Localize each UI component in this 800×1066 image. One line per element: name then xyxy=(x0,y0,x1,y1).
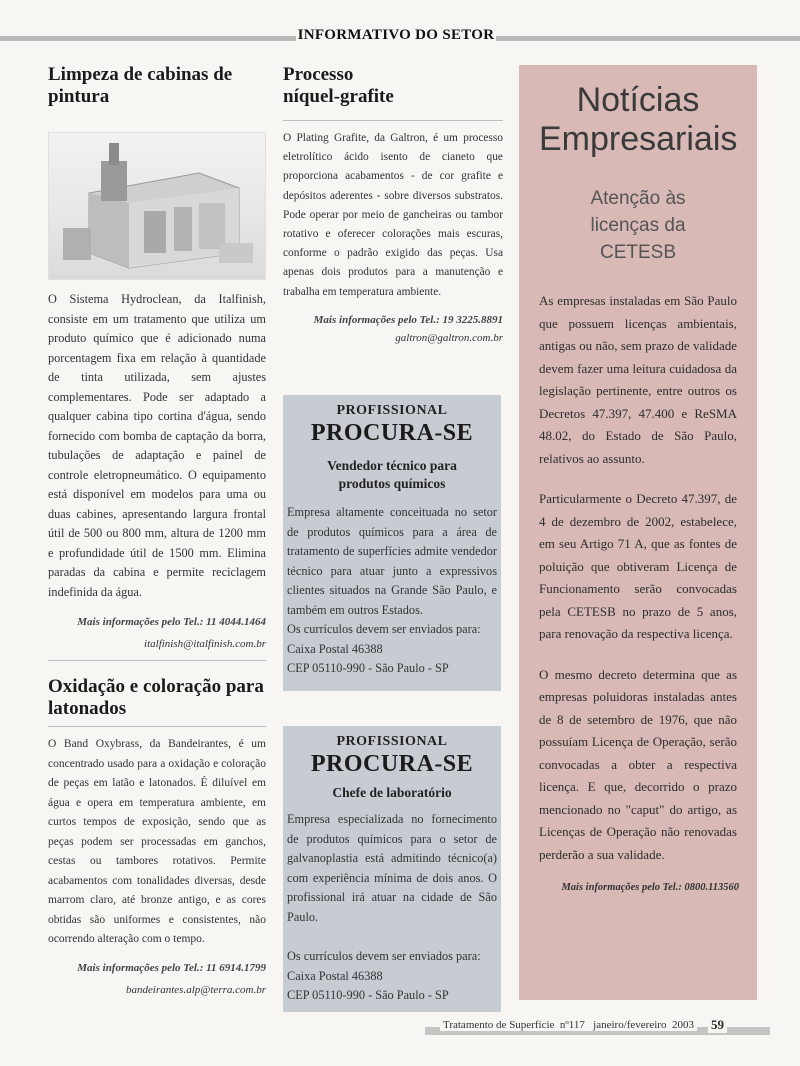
job-title: PROCURA-SE xyxy=(310,420,474,446)
job-address-line1: Caixa Postal 46388 xyxy=(287,968,383,983)
job-box-vendedor xyxy=(283,395,501,691)
job-cv-note: Os currículos devem ser enviados para: xyxy=(287,622,481,636)
page-number: 59 xyxy=(708,1017,727,1033)
job-subtitle: Vendedor técnico para produtos químicos xyxy=(327,458,457,491)
article-body-limpeza: O Sistema Hydroclean, da Italfinish, consiste em um tratamento que utiliza um produto químico que é adicionado numa porcentagem fixa em relação à quantidade de tinta utilizada, sem ajustes complementares. Pode ser adaptado a qualquer cabina tipo cortina d'água, sendo fornecido com bomba de captação da borra, tubulações de adaptação e painel de controle eletropneumático. O equipamento está disponível em modelos para uma ou duas cabines, apresentando largura frontal útil de 500 ou 800 mm, altura de 1200 mm e profundidade útil de 1500 mm. Elimina paradas da cabina e permite reciclagem indefinida da água. xyxy=(48,292,266,599)
article-body-oxidacao: O Band Oxybrass, da Bandeirantes, é um concentrado usado para a oxidação e coloração de peças em latão e latonados. É diluível em água e opera em temperatura ambiente, em curtos tempos de exposição, sendo que as peças podem ser processadas em ganchos, cestas ou tambores rotativos. Permite acabamentos com tonalidades diversas, desde marrom claro, até bronze antigo, e as cores obtidas são uniformes e consistentes, não ocorrendo alteração com o tempo. xyxy=(48,738,266,945)
article-title-limpeza: Limpeza de cabinas de pintura xyxy=(48,64,233,107)
contact-phone-bandeirantes: Mais informações pelo Tel.: 11 6914.1799 xyxy=(77,961,266,974)
news-paragraph-3: O mesmo decreto determina que as empresas poluidoras instaladas antes de 8 de setembro de 1976, que não possuíam Licença de Operação, serão convocadas a obter a respectiva licença. E que, decorrido o prazo mencionado no "caput" do artigo, as Licenças de Operação não renovadas perderão a sua validade. xyxy=(539,666,737,862)
contact-email-galtron[interactable]: galtron@galtron.com.br xyxy=(395,331,503,344)
article-title-niquel: Processo níquel-grafite xyxy=(283,64,394,107)
contact-phone-italfinish: Mais informações pelo Tel.: 11 4044.1464 xyxy=(77,616,266,628)
footer-publication: Tratamento de Superfície nº117 janeiro/fevereiro 2003 xyxy=(440,1019,697,1031)
job-subtitle: Chefe de laboratório xyxy=(332,785,452,800)
job-cv-note: Os currículos devem ser enviados para: xyxy=(287,949,481,963)
header-rule-left xyxy=(0,36,300,41)
article-body-niquel: O Plating Grafite, da Galtron, é um processo eletrolítico ácido isento de cianeto que proporciona acabamentos - de cor grafite e depósitos aderentes - sobre diversos substratos. Pode operar por meio de gancheiras ou tambor rotativo e oferecer colorações mais escuras, conforme o padrão exigido das peças. Usa apenas dois produtos para a manutenção e trabalha em temperatura ambiente. xyxy=(283,132,503,298)
job-description: Empresa especializada no fornecimento de produtos químicos para o setor de galvanoplastia está admitindo técnico(a) com experiência mínima de dois anos. O profissional irá atuar na cidade de São Paulo. xyxy=(287,812,497,924)
header-rule-right xyxy=(490,36,800,41)
job-address-line2: CEP 05110-990 - São Paulo - SP xyxy=(287,988,449,1002)
job-address-line2: CEP 05110-990 - São Paulo - SP xyxy=(287,661,449,675)
news-paragraph-2: Particularmente o Decreto 47.397, de 4 de dezembro de 2002, estabelece, em seu Artigo 71 A, que as fontes de poluição que obtiveram Licença de Funcionamento serão convocadas pela CETESB no prazo de 5 anos, para renovação da respectiva licença. xyxy=(539,491,737,641)
job-description: Empresa altamente conceituada no setor de produtos químicos para a área de tratamento de superfícies admite vendedor técnico para atuar junto a expressivos clientes situados na Grande São Paulo, e também em outros Estados. xyxy=(287,505,497,617)
news-panel xyxy=(519,65,757,1000)
divider xyxy=(283,120,503,121)
job-title: PROCURA-SE xyxy=(310,751,474,777)
column-middle xyxy=(283,60,503,344)
section-header: INFORMATIVO DO SETOR xyxy=(297,27,495,43)
equipment-illustration xyxy=(49,133,265,279)
job-box-chefe xyxy=(283,726,501,1012)
contact-email-italfinish[interactable]: italfinish@italfinish.com.br xyxy=(144,638,266,650)
equipment-photo xyxy=(48,132,266,280)
divider xyxy=(48,660,266,661)
article-title-oxidacao: Oxidação e coloração para latonados xyxy=(48,676,264,719)
job-address-line1: Caixa Postal 46388 xyxy=(287,641,383,656)
job-prefix: PROFISSIONAL xyxy=(336,403,448,418)
news-title: Notícias Empresariais xyxy=(539,81,738,158)
news-contact-phone: Mais informações pelo Tel.: 0800.113560 xyxy=(561,882,739,893)
news-paragraph-1: As empresas instaladas em São Paulo que possuem licenças ambientais, antigas ou não, sem prazo de validade devem fazer uma leitura cuidadosa da legislação pertinente, entre outros os Decretos 47.397, 47.400 e ReSMA 48.02, do Estado de São Paulo, relativos ao assunto. xyxy=(539,293,737,466)
contact-email-bandeirantes[interactable]: bandeirantes.alp@terra.com.br xyxy=(126,983,266,996)
contact-phone-galtron: Mais informações pelo Tel.: 19 3225.8891 xyxy=(313,313,503,326)
news-subtitle: Atenção às licenças da CETESB xyxy=(590,188,686,263)
divider xyxy=(48,726,266,727)
column-left xyxy=(48,60,266,996)
job-prefix: PROFISSIONAL xyxy=(336,734,448,749)
